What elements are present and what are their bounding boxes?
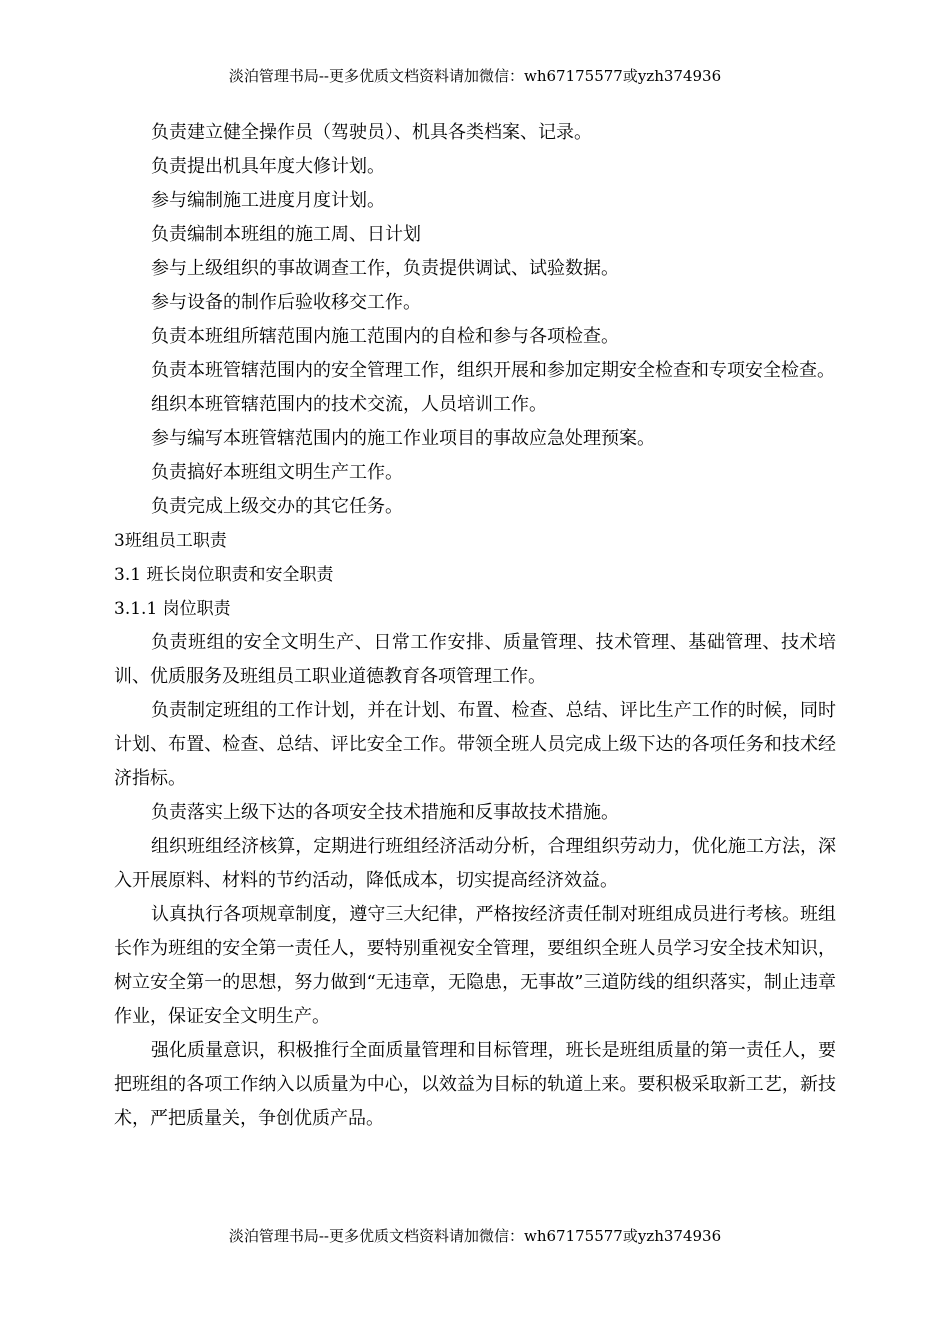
paragraph: 参与编写本班管辖范围内的施工作业项目的事故应急处理预案。 <box>151 428 655 449</box>
paragraph: 组织本班管辖范围内的技术交流，人员培训工作。 <box>151 394 547 415</box>
document-body <box>114 116 836 1136</box>
paragraph: 负责落实上级下达的各项安全技术措施和反事故技术措施。 <box>151 802 619 823</box>
page-header: 淡泊管理书局--更多优质文档资料请加微信：wh67175577或yzh374936 <box>228 67 722 85</box>
subsubsection-heading: 3.1.1 岗位职责 <box>114 599 231 619</box>
paragraph: 负责建立健全操作员（驾驶员）、机具各类档案、记录。 <box>151 122 592 143</box>
paragraph: 负责编制本班组的施工周、日计划 <box>151 224 421 245</box>
paragraph: 负责完成上级交办的其它任务。 <box>151 496 403 517</box>
paragraph: 负责班组的安全文明生产、日常工作安排、质量管理、技术管理、基础管理、技术培训、优质服务及班组员工职业道德教育各项管理工作。 <box>114 632 836 687</box>
paragraph: 参与编制施工进度月度计划。 <box>151 190 385 211</box>
paragraph: 负责本班管辖范围内的安全管理工作，组织开展和参加定期安全检查和专项安全检查。 <box>151 360 835 381</box>
paragraph: 组织班组经济核算，定期进行班组经济活动分析，合理组织劳动力，优化施工方法，深入开展原料、材料的节约活动，降低成本，切实提高经济效益。 <box>114 836 836 891</box>
paragraph: 参与设备的制作后验收移交工作。 <box>151 292 421 313</box>
paragraph: 负责本班组所辖范围内施工范围内的自检和参与各项检查。 <box>151 326 619 347</box>
page-footer: 淡泊管理书局--更多优质文档资料请加微信：wh67175577或yzh374936 <box>228 1227 722 1245</box>
paragraph: 参与上级组织的事故调查工作，负责提供调试、试验数据。 <box>151 258 619 279</box>
paragraph: 负责提出机具年度大修计划。 <box>151 156 385 177</box>
paragraph: 强化质量意识，积极推行全面质量管理和目标管理，班长是班组质量的第一责任人，要把班组的各项工作纳入以质量为中心，以效益为目标的轨道上来。要积极采取新工艺，新技术，严把质量关，争创优质产品。 <box>114 1040 836 1129</box>
section-heading: 3班组员工职责 <box>114 531 227 551</box>
paragraph: 负责制定班组的工作计划，并在计划、布置、检查、总结、评比生产工作的时候，同时计划、布置、检查、总结、评比安全工作。带领全班人员完成上级下达的各项任务和技术经济指标。 <box>114 700 836 789</box>
paragraph: 负责搞好本班组文明生产工作。 <box>151 462 403 483</box>
subsection-heading: 3.1 班长岗位职责和安全职责 <box>114 565 334 585</box>
paragraph: 认真执行各项规章制度，遵守三大纪律，严格按经济责任制对班组成员进行考核。班组长作为班组的安全第一责任人，要特别重视安全管理，要组织全班人员学习安全技术知识，树立安全第一的思想，努力做到“无违章，无隐患，无事故”三道防线的组织落实，制止违章作业，保证安全文明生产。 <box>114 904 836 1027</box>
